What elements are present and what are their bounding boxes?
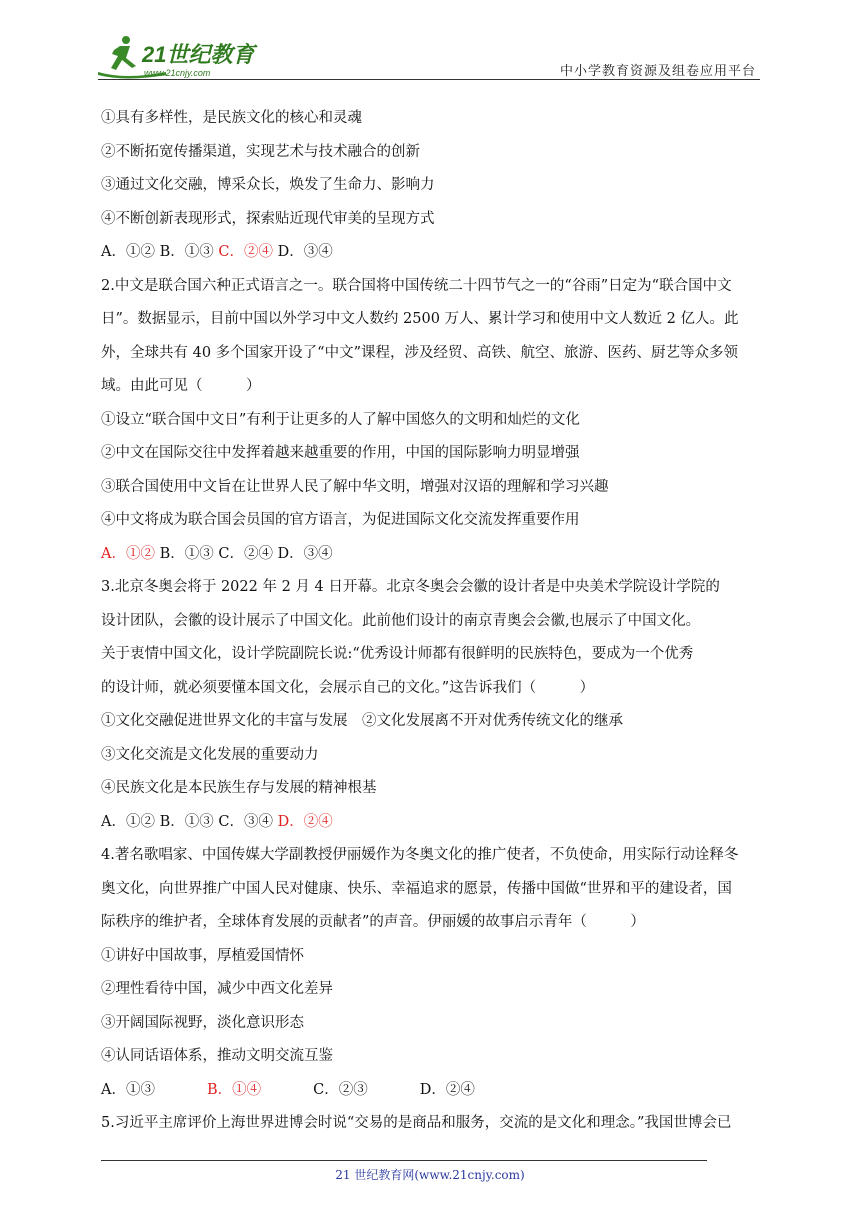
platform-name: 中小学教育资源及组卷应用平台: [559, 64, 756, 79]
q1-choice-d: D．③④: [272, 244, 333, 260]
q4-option-2: ②理性看待中国，减少中西文化差异: [101, 981, 333, 997]
q3-stem-line-3: 关于衷情中国文化，设计学院副院长说:“优秀设计师都有很鲜明的民族特色，要成为一个优秀: [101, 646, 694, 662]
q3-stem-line-2: 设计团队，会徽的设计展示了中国文化。此前他们设计的南京青奥会会徽,也展示了中国文化。: [101, 612, 701, 629]
q1-option-1: ①具有多样性，是民族文化的核心和灵魂: [101, 110, 362, 126]
q4-stem-line-2: 奥文化，向世界推广中国人民对健康、快乐、幸福追求的愿景，传播中国做“世界和平的建设者，国: [101, 880, 732, 897]
q1-option-2: ②不断拓宽传播渠道，实现艺术与技术融合的创新: [101, 143, 420, 160]
21cnjy-logo: [96, 34, 276, 80]
q2-option-4: ④中文将成为联合国会员国的官方语言，为促进国际文化交流发挥重要作用: [101, 512, 580, 528]
q3-option-4: ④民族文化是本民族生存与发展的精神根基: [101, 780, 377, 796]
q4-choice-d: D．②④: [419, 1081, 475, 1098]
q2-option-2: ②中文在国际交往中发挥着越来越重要的作用，中国的国际影响力明显增强: [101, 445, 580, 461]
q5-stem-line-1: 5.习近平主席评价上海世界进博会时说“交易的是商品和服务，交流的是文化和理念。”我国世博会已: [101, 1115, 732, 1131]
q2-stem-line-4: 域。由此可见（ ）: [101, 378, 261, 394]
q2-stem-line-2: 日”。数据显示，目前中国以外学习中文人数约 2500 万人、累计学习和使用中文人数近 2 亿人。此: [101, 311, 739, 327]
q2-answer: A．①②: [101, 545, 155, 562]
svg-text:21世纪教育: 21世纪教育: [142, 42, 255, 67]
q4-choice-c: C．②③: [313, 1081, 368, 1098]
q1-answer: C．②④: [218, 244, 273, 260]
q2-option-1: ①设立“联合国中文日”有利于让更多的人了解中国悠久的文明和灿烂的文化: [101, 411, 580, 428]
q3-stem-line-1: 3.北京冬奥会将于 2022 年 2 月 4 日开幕。北京冬奥会会徽的设计者是中央美术学院设计学院的: [101, 579, 720, 595]
q3-choices: [101, 806, 763, 840]
q4-choice-a: A．①③: [101, 1081, 155, 1098]
footer-divider: [101, 1160, 707, 1161]
q4-choices: [101, 1074, 763, 1108]
q2-choice-rest: B．①③ C．②④ D．③④: [154, 545, 333, 562]
q4-stem-line-3: 际秩序的维护者，全球体育发展的贡献者”的声音。伊丽媛的故事启示青年（ ）: [101, 914, 645, 930]
page-header: [0, 0, 860, 90]
q3-answer: D．②④: [277, 813, 333, 830]
q4-option-3: ③开阔国际视野，淡化意识形态: [101, 1014, 304, 1031]
q2-stem-line-3: 外，全球共有 40 多个国家开设了“中文”课程，涉及经贸、高铁、航空、旅游、医药、厨艺等众多领: [101, 344, 738, 361]
q4-stem-line-1: 4.著名歌唱家、中国传媒大学副教授伊丽媛作为冬奥文化的推广使者，不负使命，用实际行动诠释冬: [101, 847, 739, 863]
q3-choice-abc: A．①② B．①③ C．③④: [101, 813, 278, 830]
q4-answer: B．①④: [206, 1081, 262, 1098]
q4-option-4: ④认同话语体系，推动文明交流互鉴: [101, 1048, 333, 1064]
q3-stem-line-4: 的设计师，就必须要懂本国文化，会展示自己的文化。”这告诉我们（ ）: [101, 679, 595, 696]
q1-choices: [101, 236, 763, 270]
q4-option-1: ①讲好中国故事，厚植爱国情怀: [101, 947, 304, 964]
q1-option-3: ③通过文化交融，博采众长，焕发了生命力、影响力: [101, 177, 435, 193]
q1-choice-ab: A．①② B．①③: [101, 244, 219, 260]
q3-option-3: ③文化交流是文化发展的重要动力: [101, 746, 319, 763]
header-divider: [98, 79, 760, 80]
footer-site: 21 世纪教育网(www.21cnjy.com): [335, 1168, 525, 1182]
q1-option-4: ④不断创新表现形式，探索贴近现代审美的呈现方式: [101, 210, 435, 227]
svg-text:www.21cnjy.com: www.21cnjy.com: [144, 68, 211, 78]
q2-stem-line-1: 2.中文是联合国六种正式语言之一。联合国将中国传统二十四节气之一的“谷雨”日定为“联合国中文: [101, 277, 732, 294]
q3-option-1-2: ①文化交融促进世界文化的丰富与发展 ②文化发展离不开对优秀传统文化的继承: [101, 713, 623, 729]
exam-content: [101, 102, 763, 1141]
q2-choices: [101, 538, 763, 572]
q2-option-3: ③联合国使用中文旨在让世界人民了解中华文明，增强对汉语的理解和学习兴趣: [101, 478, 609, 495]
